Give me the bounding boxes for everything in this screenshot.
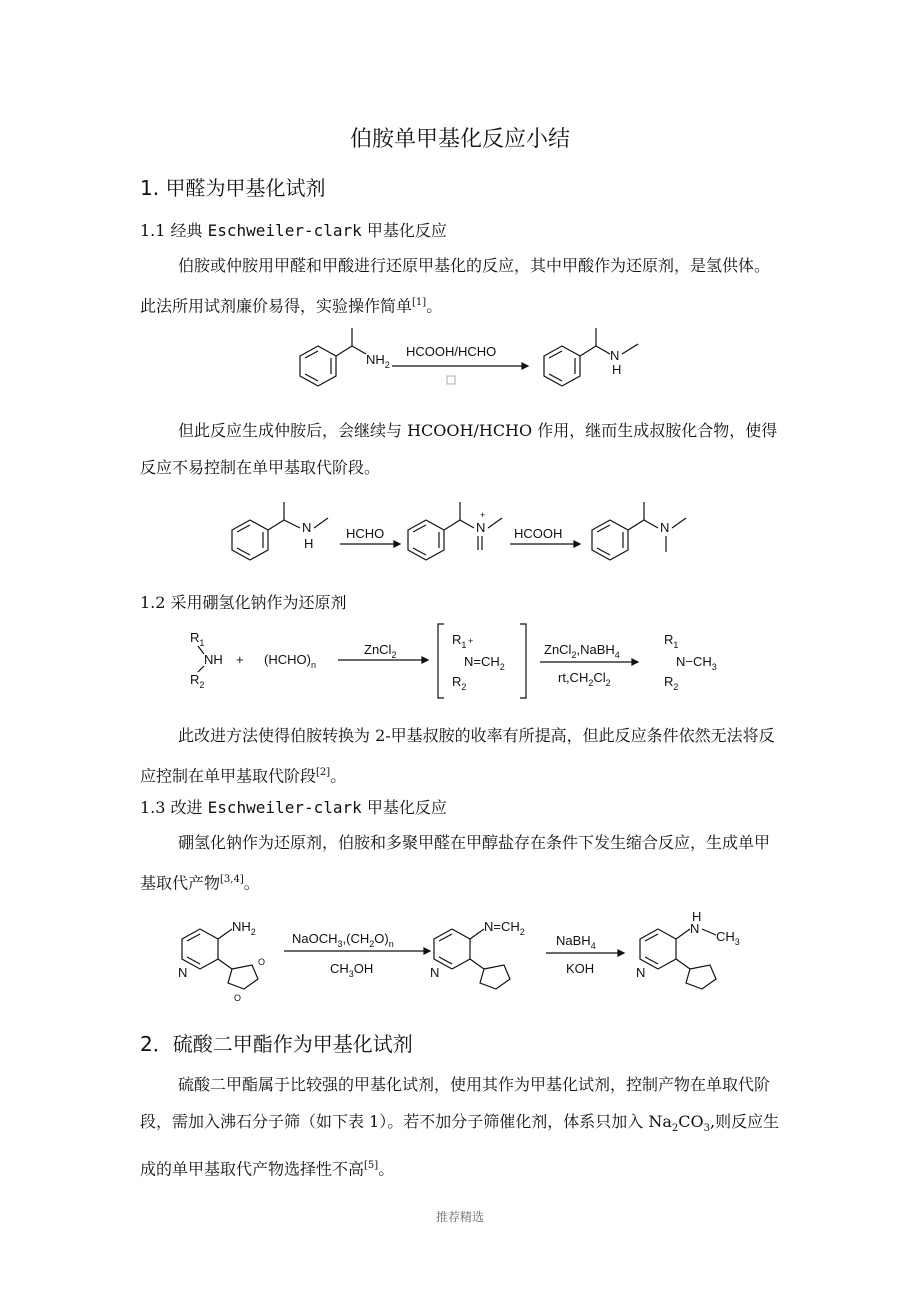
svg-text:N: N	[690, 921, 700, 936]
svg-text:NH: NH	[204, 652, 223, 667]
svg-text:N: N	[636, 965, 646, 980]
svg-text:+: +	[468, 636, 474, 646]
svg-text:N=CH2: $N=CH_2$	[464, 654, 505, 672]
svg-text:NH2: $NH_2$	[232, 919, 256, 937]
citation: [1]	[412, 297, 427, 308]
svg-text:N−CH3: $N-CH_3$	[676, 654, 717, 672]
svg-text:+: +	[236, 652, 244, 667]
svg-text:(HCHO)n: $(HCHO)_n$	[264, 652, 316, 670]
svg-text:N: N	[610, 348, 620, 363]
reagent-label: HCOOH/HCHO	[406, 344, 497, 359]
citation: [5]	[364, 1160, 379, 1172]
section-1-2-heading: 1.2 采用硼氢化钠作为还原剂	[140, 593, 347, 612]
svg-text:R1: $R_1$	[664, 632, 679, 650]
page-footer: 推荐精选	[435, 1210, 484, 1224]
svg-text:HCOOH: HCOOH	[514, 526, 563, 541]
svg-text:N=CH2: $N=CH_2$	[484, 919, 525, 937]
section-2-heading: 2．硫酸二甲酯作为甲基化试剂	[140, 1032, 413, 1056]
reaction-scheme-4	[170, 905, 770, 1005]
section-1-2-paragraph: 此改进方法使得伯胺转换为 2-甲基叔胺的收率有所提高，但此反应条件依然无法将反应控制在单甲基取代阶段[2]。	[140, 726, 775, 786]
svg-text:KOH: KOH	[566, 961, 595, 976]
svg-text:N: N	[302, 520, 312, 535]
svg-text:HCHO: HCHO	[346, 526, 385, 541]
svg-text:N: N	[660, 520, 670, 535]
svg-text:N: N	[430, 965, 440, 980]
reaction-scheme-3	[186, 620, 746, 702]
amine-label: $NH_2$	[366, 352, 390, 370]
page-title: 伯胺单甲基化反应小结	[349, 127, 570, 152]
svg-text:R2: $R_2$	[190, 672, 205, 690]
svg-text:H: H	[692, 909, 702, 924]
section-1-3-heading: 1.3 改进 Eschweiler-clark 甲基化反应	[140, 798, 447, 817]
svg-text:N: N	[178, 965, 188, 980]
svg-text:O: O	[258, 957, 266, 967]
svg-text:H: H	[304, 536, 314, 551]
svg-text:NaBH4: NaBH$_4$	[556, 933, 596, 951]
section-1-1-paragraph-1: 伯胺或仲胺用甲醛和甲酸进行还原甲基化的反应，其中甲酸作为还原剂，是氢供体。此法所用试剂廉价易得，实验操作简单[1]。	[140, 256, 771, 316]
svg-text:rt,CH2Cl2: $rt,CH_2Cl_2$	[558, 670, 611, 688]
section-1-heading: 1. 甲醛为甲基化试剂	[140, 176, 326, 200]
svg-text:H: H	[612, 362, 622, 377]
svg-text:ZnCl2: ZnCl$_2$	[364, 642, 397, 660]
svg-text:O: O	[234, 993, 242, 1003]
section-1-1-paragraph-2: 但此反应生成仲胺后，会继续与 HCOOH/HCHO 作用，继而生成叔胺化合物，使得反应不易控制在单甲基取代阶段。	[140, 421, 778, 477]
svg-text:+: +	[480, 510, 486, 520]
citation: [2]	[316, 767, 331, 778]
svg-text:R1: $R_1$	[452, 632, 467, 650]
svg-text:R2: $R_2$	[664, 674, 679, 692]
section-1-3-paragraph: 硼氢化钠作为还原剂，伯胺和多聚甲醛在甲醇盐存在条件下发生缩合反应，生成单甲基取代产物[3,4]。	[140, 833, 771, 893]
svg-text:R2: $R_2$	[452, 674, 467, 692]
section-2-paragraph: 硫酸二甲酯属于比较强的甲基化试剂，使用其作为甲基化试剂，控制产物在单取代阶段，需加入沸石分子筛（如下表 1）。若不加分子筛催化剂，体系只加入 $Na_2CO_3$,则反应生成的单甲基取代产物选择性不高[5]。	[140, 1075, 780, 1179]
svg-text:R1: $R_1$	[190, 630, 205, 648]
reaction-scheme-1	[270, 318, 650, 398]
svg-text:N: N	[476, 520, 486, 535]
svg-text:CH3: $CH_3$	[716, 929, 740, 947]
citation: [3,4]	[220, 874, 244, 885]
section-1-1-heading: 1.1 经典 Eschweiler-clark 甲基化反应	[140, 221, 447, 240]
svg-text:ZnCl2,NaBH4: ZnCl$_2$,NaBH$_4$	[544, 642, 620, 660]
reaction-scheme-2	[222, 490, 702, 575]
svg-text:NaOCH3,(CH2O)n: $NaOCH_3,(CH_2O)_n$	[292, 931, 394, 949]
svg-text:CH3OH: $CH_3OH$	[330, 961, 374, 979]
